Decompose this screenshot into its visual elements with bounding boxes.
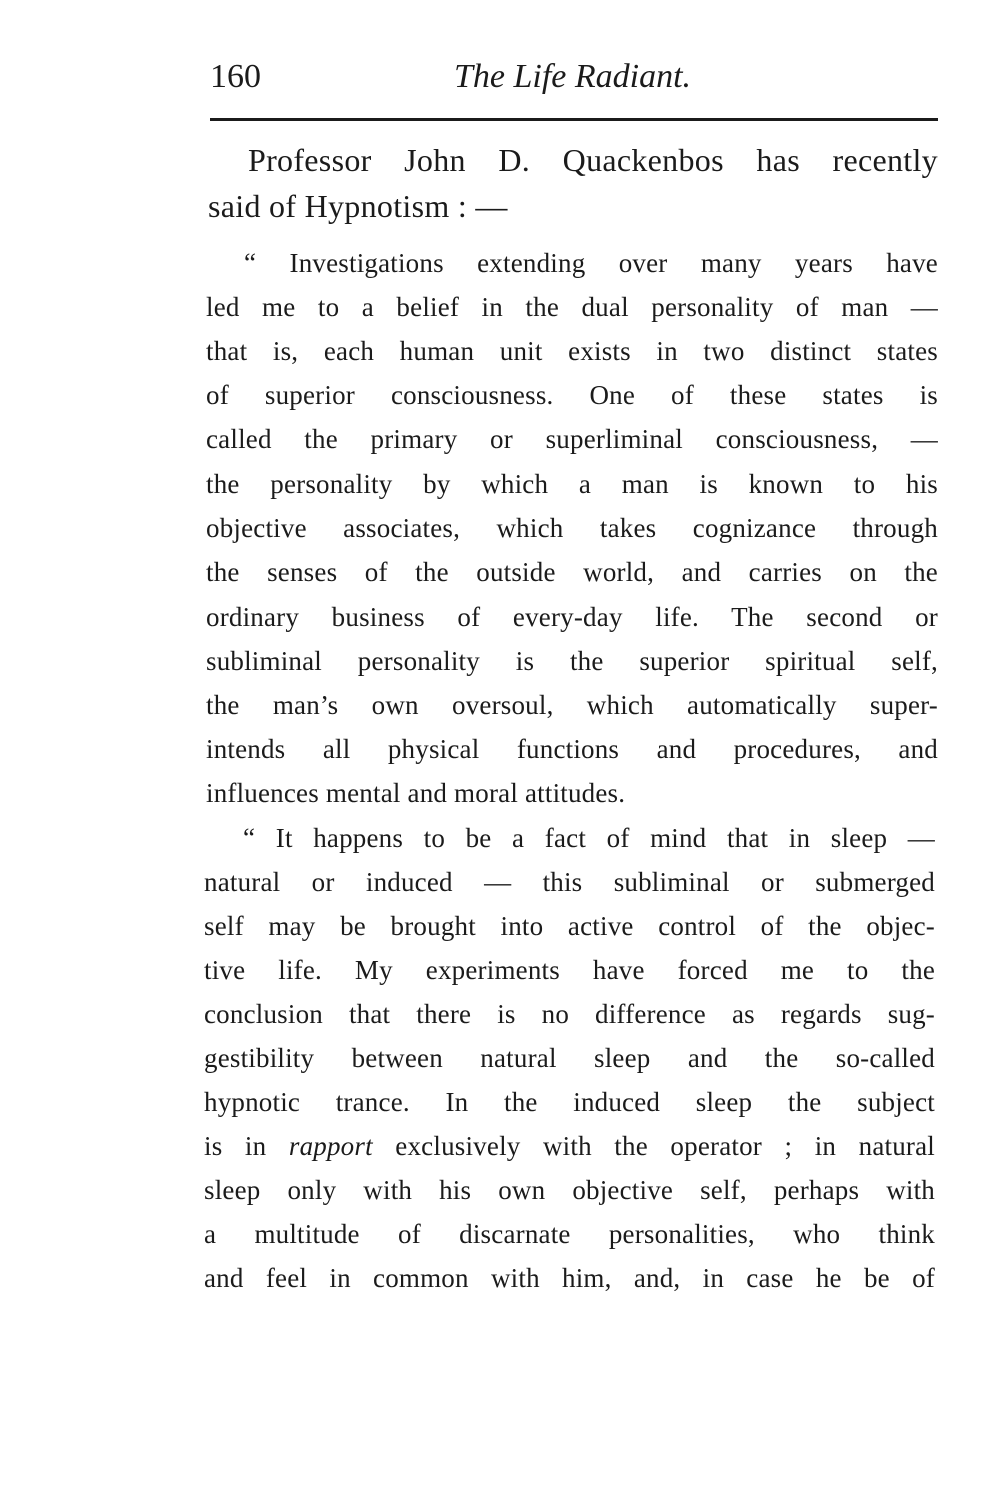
quote-line: the man’s own oversoul, which automatically super- [206,690,938,720]
quote-line: the personality by which a man is known to his [206,469,938,499]
quote-line: a multitude of discarnate personalities, who think [204,1219,935,1249]
rapport-after: exclusively with the operator ; in natural [372,1131,935,1161]
quote-line: self may be brought into active control of the objec- [204,911,935,941]
intro-line: said of Hypnotism : — [208,188,508,224]
quote-line: gestibility between natural sleep and the so-called [204,1043,935,1073]
intro-line: Professor John D. Quackenbos has recently [248,142,938,178]
rapport-before: is in [204,1131,289,1161]
quote-line [204,1126,935,1166]
running-title: The Life Radiant. [454,58,692,95]
quote-line: hypnotic trance. In the induced sleep the subject [204,1087,935,1117]
quote-line: natural or induced — this subliminal or submerged [204,867,935,897]
quote-line: tive life. My experiments have forced me to the [204,955,935,985]
quote-line: objective associates, which takes cognizance through [206,513,938,543]
quote-line: that is, each human unit exists in two distinct states [206,336,938,366]
quote-line: “ It happens to be a fact of mind that in sleep — [243,823,935,853]
quote-line: of superior consciousness. One of these states is [206,380,938,410]
page-header [208,52,940,102]
page-number: 160 [210,58,261,95]
quote-line: the senses of the outside world, and carries on the [206,557,938,587]
quote-line: called the primary or superliminal consciousness, — [206,424,938,454]
quote-line: “ Investigations extending over many years have [244,248,938,278]
quote-line: ordinary business of every-day life. The second or [206,602,938,632]
quote-line: sleep only with his own objective self, perhaps with [204,1175,935,1205]
rapport-italic: rapport [288,1131,373,1161]
quote-line: led me to a belief in the dual personality of man — [206,292,938,322]
quote-line: conclusion that there is no difference as regards sug- [204,999,935,1029]
quote-line: intends all physical functions and procedures, and [206,734,938,764]
quote-line: influences mental and moral attitudes. [206,778,626,808]
quote-line: subliminal personality is the superior spiritual self, [206,646,938,676]
quote-line: and feel in common with him, and, in case he be of [204,1263,935,1293]
header-rule [210,118,938,121]
